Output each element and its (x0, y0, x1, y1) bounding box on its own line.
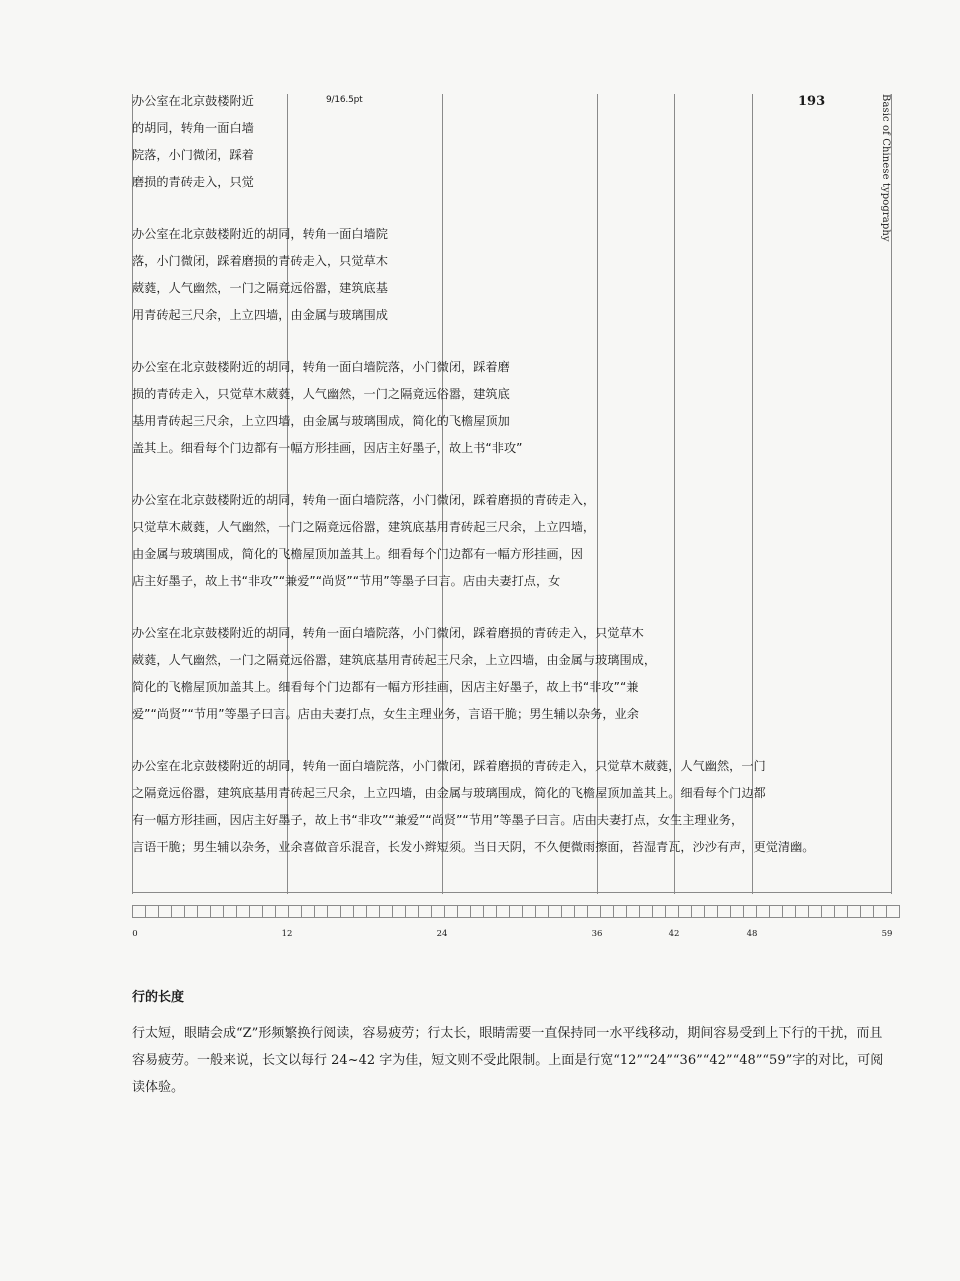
ruler-cell (289, 905, 302, 918)
ruler-cell (640, 905, 653, 918)
ruler-cell (341, 905, 354, 918)
ruler-cell (770, 905, 783, 918)
ruler-label: 42 (668, 929, 680, 939)
ruler-cell (380, 905, 393, 918)
ruler-cell (653, 905, 666, 918)
sample-line: 用青砖起三尺余，上立四墙，由金属与玻璃围成 (132, 308, 388, 322)
ruler-cell (328, 905, 341, 918)
ruler-cell (224, 905, 237, 918)
ruler-cell (484, 905, 497, 918)
guide-baseline (132, 892, 892, 893)
ruler-cell (276, 905, 289, 918)
ruler-cell (744, 905, 757, 918)
sample-line: 有一幅方形挂画，因店主好墨子，故上书“非攻”“兼爱”“尚贤”“节用”等墨子曰言。店由夫妻打点，女生主理业务， (132, 813, 744, 827)
sample-line: 葳蕤，人气幽然，一门之隔竟远俗嚣，建筑底基用青砖起三尺余，上立四墙，由金属与玻璃围成， (132, 653, 657, 667)
ruler-labels (0, 929, 960, 943)
sample-line: 店主好墨子，故上书“非攻”“兼爱”“尚贤”“节用”等墨子曰言。店由夫妻打点，女 (132, 574, 561, 588)
sample-block-24 (132, 221, 388, 329)
sample-block-12 (132, 88, 254, 196)
ruler-cell (718, 905, 731, 918)
sample-line: 之隔竟远俗嚣，建筑底基用青砖起三尺余，上立四墙，由金属与玻璃围成，简化的飞檐屋顶加盖其上。细看每个门边都 (132, 786, 766, 800)
ruler-cell (172, 905, 185, 918)
ruler-cell (497, 905, 510, 918)
sample-line: 办公室在北京鼓楼附近的胡同，转角一面白墙院落，小门微闭，踩着磨损的青砖走入，只觉草木葳蕤，人气幽然，一门 (132, 759, 766, 773)
ruler-cell (250, 905, 263, 918)
page-number: 193 (798, 94, 826, 109)
ruler-cell (614, 905, 627, 918)
sample-line: 的胡同，转角一面白墙 (132, 121, 254, 135)
ruler-cell (887, 905, 900, 918)
section-heading: 行的长度 (132, 990, 185, 1005)
sample-block-59 (132, 753, 815, 861)
ruler-cell (315, 905, 328, 918)
sample-line: 葳蕤，人气幽然，一门之隔竟远俗嚣，建筑底基 (132, 281, 388, 295)
ruler-cell (263, 905, 276, 918)
ruler-label: 12 (281, 929, 293, 939)
sample-line: 简化的飞檐屋顶加盖其上。细看每个门边都有一幅方形挂画，因店主好墨子，故上书“非攻”“兼 (132, 680, 639, 694)
ruler-cell (393, 905, 406, 918)
ruler-cell (679, 905, 692, 918)
ruler-cell (406, 905, 419, 918)
ruler-cell (731, 905, 744, 918)
ruler-cell (523, 905, 536, 918)
ruler-label: 24 (436, 929, 448, 939)
ruler-cell (627, 905, 640, 918)
ruler-cell (458, 905, 471, 918)
ruler-cell (536, 905, 549, 918)
ruler-label: 59 (881, 929, 893, 939)
ruler-cell (146, 905, 159, 918)
ruler-cell (562, 905, 575, 918)
ruler-cell (211, 905, 224, 918)
ruler-cell (861, 905, 874, 918)
ruler-cell (159, 905, 172, 918)
ruler-cell (874, 905, 887, 918)
ruler-cell (796, 905, 809, 918)
ruler-label: 0 (132, 929, 138, 939)
ruler-cell (549, 905, 562, 918)
ruler-cell (835, 905, 848, 918)
ruler-cell (432, 905, 445, 918)
ruler-cell (848, 905, 861, 918)
type-spec-label: 9/16.5pt (326, 95, 363, 105)
ruler-label: 36 (591, 929, 603, 939)
ruler-cell (601, 905, 614, 918)
ruler-label: 48 (746, 929, 758, 939)
running-title: Basic of Chinese typography (880, 94, 891, 242)
sample-line: 言语干脆；男生辅以杂务，业余喜做音乐混音，长发小辫短须。当日天阴，不久便微雨擦面，苔湿青瓦，沙沙有声，更觉清幽。 (132, 840, 815, 854)
ruler-cell (510, 905, 523, 918)
sample-line: 只觉草木葳蕤，人气幽然，一门之隔竟远俗嚣，建筑底基用青砖起三尺余，上立四墙， (132, 520, 596, 534)
ruler-cell (757, 905, 770, 918)
ruler-cell (302, 905, 315, 918)
ruler-cell (198, 905, 211, 918)
sample-line: 由金属与玻璃围成，简化的飞檐屋顶加盖其上。细看每个门边都有一幅方形挂画，因 (132, 547, 583, 561)
character-ruler (132, 905, 900, 917)
sample-block-36 (132, 354, 522, 462)
sample-line: 院落，小门微闭，踩着 (132, 148, 254, 162)
sample-line: 办公室在北京鼓楼附近 (132, 94, 254, 108)
ruler-cell (185, 905, 198, 918)
section-body: 行太短，眼睛会成“Z”形频繁换行阅读，容易疲劳；行太长，眼睛需要一直保持同一水平线移动，期间容易受到上下行的干扰，而且容易疲劳。一般来说，长文以每行 24~42 字为佳，短文则不受此限制。上面是行宽“12”“24”“36”“42”“48”“59”字的对比，可阅读体验。 (132, 1026, 884, 1095)
ruler-cell (692, 905, 705, 918)
sample-block-42 (132, 487, 595, 595)
ruler-cell (588, 905, 601, 918)
sample-line: 办公室在北京鼓楼附近的胡同，转角一面白墙院 (132, 227, 388, 241)
ruler-cell (471, 905, 484, 918)
sample-line: 基用青砖起三尺余，上立四墙，由金属与玻璃围成，简化的飞檐屋顶加 (132, 414, 510, 428)
ruler-cell (575, 905, 588, 918)
sample-line: 盖其上。细看每个门边都有一幅方形挂画，因店主好墨子，故上书“非攻” (132, 441, 523, 455)
sample-line: 办公室在北京鼓楼附近的胡同，转角一面白墙院落，小门微闭，踩着磨损的青砖走入， (132, 493, 596, 507)
ruler-cell (666, 905, 679, 918)
sample-line: 磨损的青砖走入，只觉 (132, 175, 254, 189)
ruler-cell (132, 905, 146, 918)
ruler-cell (237, 905, 250, 918)
sample-line: 办公室在北京鼓楼附近的胡同，转角一面白墙院落，小门微闭，踩着磨损的青砖走入，只觉草木 (132, 626, 644, 640)
guide-line-59 (891, 94, 892, 894)
ruler-cell (783, 905, 796, 918)
ruler-cell (705, 905, 718, 918)
ruler-cell (354, 905, 367, 918)
sample-line: 办公室在北京鼓楼附近的胡同，转角一面白墙院落，小门微闭，踩着磨 (132, 360, 510, 374)
ruler-cell (419, 905, 432, 918)
ruler-cell (445, 905, 458, 918)
sample-block-48 (132, 620, 656, 728)
ruler-cell (809, 905, 822, 918)
sample-line: 爱”“尚贤”“节用”等墨子曰言。店由夫妻打点，女生主理业务，言语干脆；男生辅以杂务，业余 (132, 707, 639, 721)
sample-line: 落，小门微闭，踩着磨损的青砖走入，只觉草木 (132, 254, 388, 268)
sample-line: 损的青砖走入，只觉草木葳蕤，人气幽然，一门之隔竟远俗嚣，建筑底 (132, 387, 510, 401)
ruler-cell (367, 905, 380, 918)
ruler-cell (822, 905, 835, 918)
